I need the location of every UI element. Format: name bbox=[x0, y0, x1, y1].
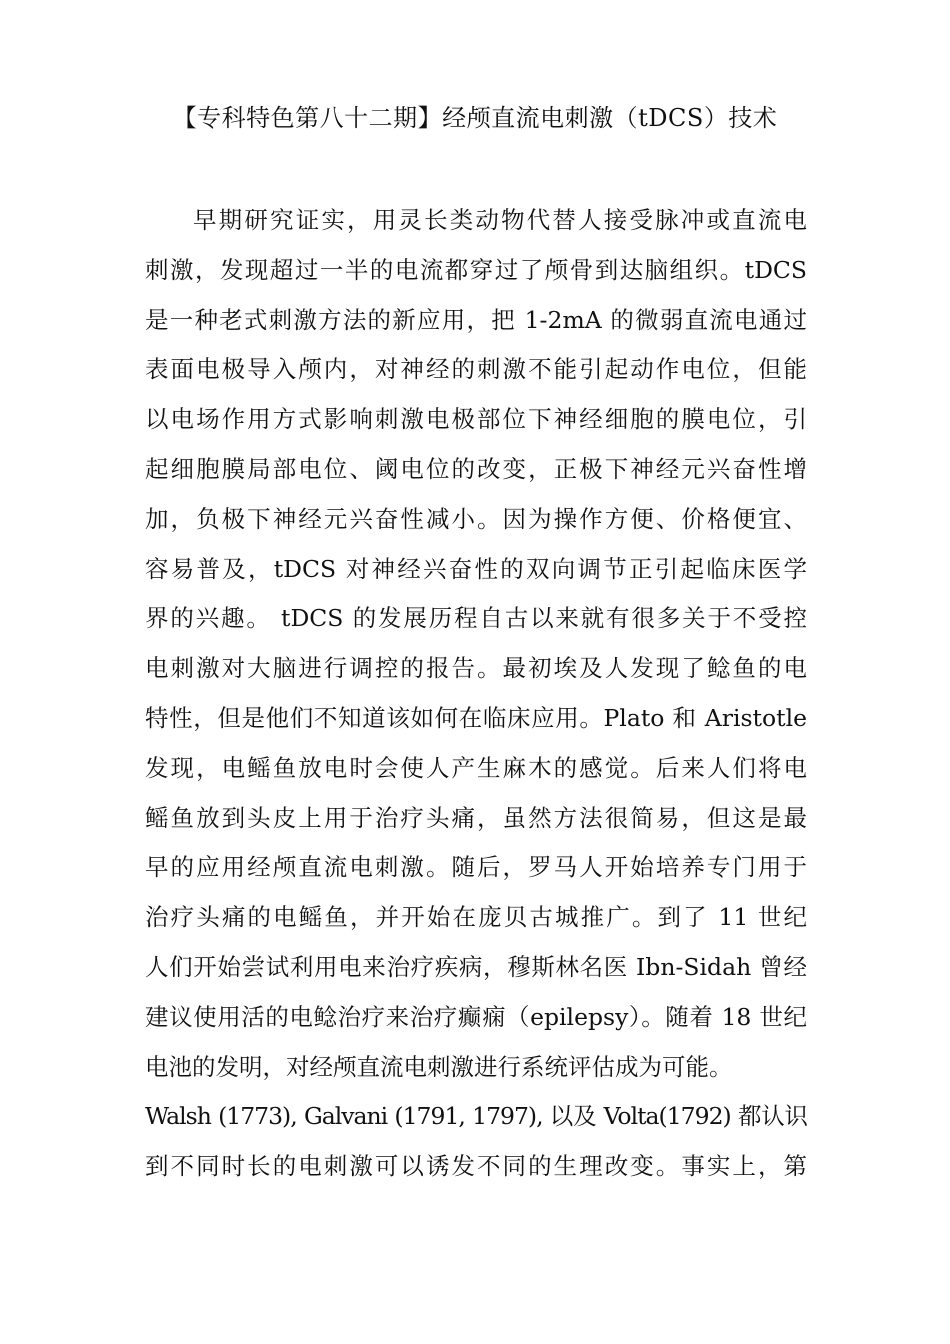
text-line: 特性，但是他们不知道该如何在临床应用。Plato 和 Aristotle bbox=[145, 703, 807, 732]
text-line: 鳐鱼放到头皮上用于治疗头痛，虽然方法很简易，但这是最 bbox=[145, 803, 807, 832]
text-line: 加，负极下神经元兴奋性减小。因为操作方便、价格便宜、 bbox=[145, 504, 807, 533]
text-line: 表面电极导入颅内，对神经的刺激不能引起动作电位，但能 bbox=[145, 355, 807, 384]
text-line: 电池的发明，对经颅直流电刺激进行系统评估成为可能。 bbox=[145, 1052, 733, 1081]
text-line: 刺激，发现超过一半的电流都穿过了颅骨到达脑组织。tDCS bbox=[145, 255, 807, 284]
text-line: 电刺激对大脑进行调控的报告。最初埃及人发现了鲶鱼的电 bbox=[145, 654, 807, 683]
document-body bbox=[145, 196, 807, 1192]
text-line: 发现，电鳐鱼放电时会使人产生麻木的感觉。后来人们将电 bbox=[145, 753, 807, 782]
text-line: 起细胞膜局部电位、阈电位的改变，正极下神经元兴奋性增 bbox=[145, 454, 807, 483]
text-line: Walsh (1773), Galvani (1791, 1797), 以及 Volta(1792) 都认识 bbox=[145, 1102, 807, 1131]
text-line: 人们开始尝试利用电来治疗疾病，穆斯林名医 Ibn-Sidah 曾经 bbox=[145, 952, 807, 981]
text-line: 早期研究证实，用灵长类动物代替人接受脉冲或直流电 bbox=[193, 206, 807, 234]
text-line: 早的应用经颅直流电刺激。随后，罗马人开始培养专门用于 bbox=[145, 853, 807, 882]
text-line: 治疗头痛的电鳐鱼，并开始在庞贝古城推广。到了 11 世纪 bbox=[145, 903, 807, 932]
text-line: 是一种老式刺激方法的新应用，把 1-2mA 的微弱直流电通过 bbox=[145, 305, 807, 334]
text-line: 到不同时长的电刺激可以诱发不同的生理改变。事实上，第 bbox=[145, 1152, 807, 1181]
document-title: 【专科特色第八十二期】经颅直流电刺激（tDCS）技术 bbox=[172, 104, 778, 132]
text-line: 以电场作用方式影响刺激电极部位下神经细胞的膜电位，引 bbox=[145, 405, 807, 434]
text-line: 界的兴趣。 tDCS 的发展历程自古以来就有很多关于不受控 bbox=[145, 604, 807, 633]
text-line: 容易普及，tDCS 对神经兴奋性的双向调节正引起临床医学 bbox=[145, 554, 807, 583]
text-line: 建议使用活的电鲶治疗来治疗癫痫（epilepsy）。随着 18 世纪 bbox=[145, 1002, 807, 1031]
